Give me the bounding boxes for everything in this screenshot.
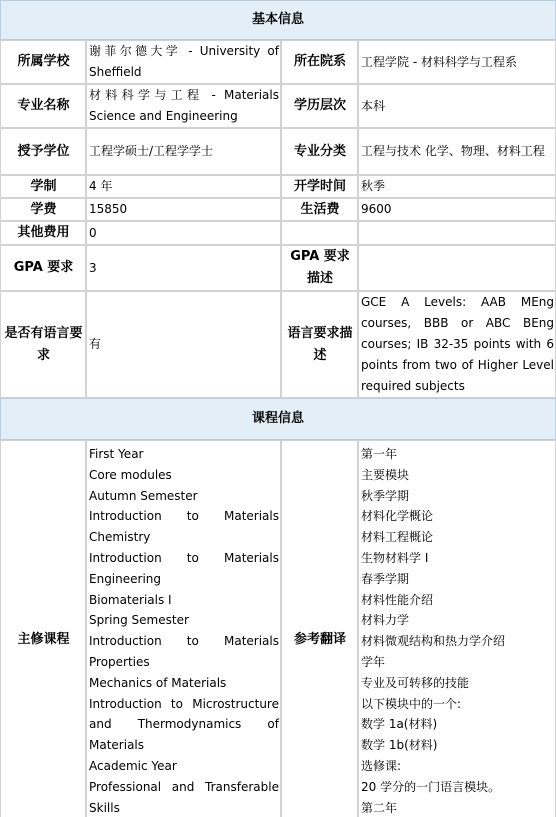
course-item: Professional and Transferable Skills bbox=[89, 779, 279, 815]
course-item: 主要模块 bbox=[361, 467, 410, 482]
tuition-label: 学费 bbox=[0, 198, 86, 221]
course-item: 生物材料学 I bbox=[361, 550, 429, 565]
course-item: 数学 1b(材料) bbox=[361, 738, 438, 753]
course-info-header: 课程信息 bbox=[0, 398, 556, 440]
course-item: Spring Semester bbox=[89, 613, 189, 628]
course-item: 材料力学 bbox=[361, 613, 410, 628]
tuition-value: 15850 bbox=[86, 198, 281, 221]
course-item: 春季学期 bbox=[361, 571, 410, 586]
level-value: 本科 bbox=[358, 84, 556, 128]
row-degree bbox=[0, 128, 556, 175]
dept-value: 工程学院 - 材料科学与工程系 bbox=[358, 40, 556, 84]
lang-label: 是否有语言要求 bbox=[0, 291, 86, 398]
course-item: 材料性能介绍 bbox=[361, 592, 434, 607]
other-fees-label: 其他费用 bbox=[0, 221, 86, 245]
lang-desc-value: GCE A Levels: AAB MEng courses, BBB or ABC BEng courses; IB 32-35 points with 6 points from two of Higher Level required subjects bbox=[358, 291, 556, 398]
course-item: 以下模块中的一个: bbox=[361, 696, 462, 711]
level-label: 学历层次 bbox=[281, 84, 358, 128]
course-item: 第一年 bbox=[361, 447, 398, 461]
course-item: Core modules bbox=[89, 467, 172, 482]
row-school bbox=[0, 40, 556, 84]
category-label: 专业分类 bbox=[281, 128, 358, 175]
duration-label: 学制 bbox=[0, 175, 86, 198]
course-item: 秋季学期 bbox=[361, 488, 410, 503]
course-item: 材料微观结构和热力学介绍 bbox=[361, 634, 506, 649]
chinese-course-list bbox=[358, 440, 556, 817]
course-item: 学年 bbox=[361, 654, 386, 669]
gpa-desc-value bbox=[358, 245, 556, 291]
living-label: 生活费 bbox=[281, 198, 358, 221]
start-label: 开学时间 bbox=[281, 175, 358, 198]
empty-cell bbox=[281, 221, 358, 245]
course-item: Biomaterials I bbox=[89, 592, 172, 607]
reference-translation-label: 参考翻译 bbox=[281, 440, 358, 817]
row-duration bbox=[0, 175, 556, 198]
degree-value: 工程学硕士/工程学学士 bbox=[86, 128, 281, 175]
empty-cell bbox=[358, 221, 556, 245]
course-item: 数学 1a(材料) bbox=[361, 717, 438, 732]
course-item: First Year bbox=[89, 447, 144, 461]
row-gpa bbox=[0, 245, 556, 291]
course-item: Introduction to Materials Engineering bbox=[89, 550, 279, 586]
lang-desc-label: 语言要求描述 bbox=[281, 291, 358, 398]
course-item: Academic Year bbox=[89, 758, 177, 773]
course-item: 专业及可转移的技能 bbox=[361, 675, 470, 690]
duration-value: 4 年 bbox=[86, 175, 281, 198]
school-label: 所属学校 bbox=[0, 40, 86, 84]
category-value: 工程与技术 化学、物理、材料工程 bbox=[358, 128, 556, 175]
course-item: 第二年 bbox=[361, 800, 398, 815]
degree-label: 授予学位 bbox=[0, 128, 86, 175]
major-label: 专业名称 bbox=[0, 84, 86, 128]
major-value: 材料科学与工程 - Materials Science and Engineering bbox=[86, 84, 281, 128]
course-item: 材料化学概论 bbox=[361, 509, 434, 524]
gpa-label: GPA 要求 bbox=[0, 245, 86, 291]
main-courses-label: 主修课程 bbox=[0, 440, 86, 817]
course-item: Introduction to Materials Chemistry bbox=[89, 509, 279, 545]
lang-value: 有 bbox=[86, 291, 281, 398]
course-item: Introduction to Materials Properties bbox=[89, 634, 279, 669]
start-value: 秋季 bbox=[358, 175, 556, 198]
basic-info-header: 基本信息 bbox=[0, 0, 556, 40]
row-fees bbox=[0, 198, 556, 221]
row-major bbox=[0, 84, 556, 128]
course-item: 材料工程概论 bbox=[361, 530, 434, 545]
row-language bbox=[0, 291, 556, 398]
row-courses bbox=[0, 440, 556, 817]
living-value: 9600 bbox=[358, 198, 556, 221]
course-item: Autumn Semester bbox=[89, 488, 198, 503]
row-other-fees bbox=[0, 221, 556, 245]
course-item: Introduction to Microstructure and Thermodynamics of Materials bbox=[89, 696, 279, 753]
other-fees-value: 0 bbox=[86, 221, 281, 245]
gpa-desc-label: GPA 要求描述 bbox=[281, 245, 358, 291]
dept-label: 所在院系 bbox=[281, 40, 358, 84]
gpa-value: 3 bbox=[86, 245, 281, 291]
course-item: 选修课: bbox=[361, 758, 402, 773]
course-item: Mechanics of Materials bbox=[89, 675, 227, 690]
english-course-list bbox=[86, 440, 281, 817]
school-value: 谢菲尔德大学 - University of Sheffield bbox=[86, 40, 281, 84]
course-item: 20 学分的一门语言模块。 bbox=[361, 779, 501, 794]
